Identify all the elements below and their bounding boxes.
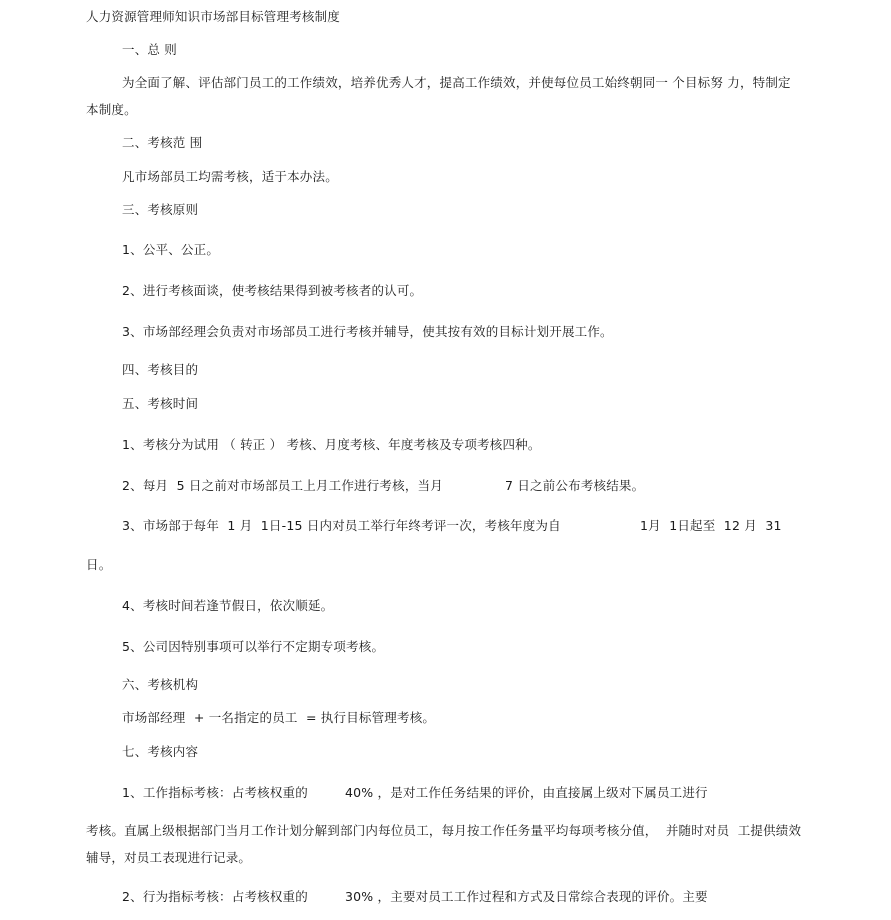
section-6-paragraph: 市场部经理 + 一名指定的员工 = 执行目标管理考核。 <box>122 710 436 725</box>
section-7-item-1-part-b: 40% ，是对工作任务结果的评价，由直接属上级对下属员工进行 <box>345 785 708 800</box>
section-1-paragraph: 为全面了解、评估部门员工的工作绩效，培养优秀人才，提高工作绩效，并使每位员工始终朝同一 个目标努 力，特制定 <box>122 75 791 90</box>
section-7-item-2-part-a: 2、行为指标考核：占考核权重的 <box>122 889 308 904</box>
section-5-item-3-cont: 日。 <box>86 557 112 572</box>
section-2-heading: 二、考核范 围 <box>122 135 203 150</box>
section-3-heading: 三、考核原则 <box>122 202 199 217</box>
section-5-item-3-part-b: 1月 1日起至 12 月 31 <box>640 518 782 533</box>
section-7-item-1-part-a: 1、工作指标考核：占考核权重的 <box>122 785 308 800</box>
section-7-item-2-part-b: 30% ，主要对员工工作过程和方式及日常综合表现的评价。主要 <box>345 889 708 904</box>
section-3-item-3: 3、市场部经理会负责对市场部员工进行考核并辅导，使其按有效的目标计划开展工作。 <box>122 324 613 339</box>
section-1-heading: 一、总 则 <box>122 42 177 57</box>
section-3-item-1: 1、公平、公正。 <box>122 242 220 257</box>
section-7-heading: 七、考核内容 <box>122 744 199 759</box>
section-4-heading: 四、考核目的 <box>122 362 199 377</box>
section-5-item-4: 4、考核时间若逢节假日，依次顺延。 <box>122 598 334 613</box>
section-5-item-2-part-b: 7 日之前公布考核结果。 <box>505 478 645 493</box>
section-7-item-1-cont-1: 考核。直属上级根据部门当月工作计划分解到部门内每位员工，每月按工作任务量平均每项考核分值， 并随时对员 工提供绩效 <box>86 823 802 838</box>
section-6-heading: 六、考核机构 <box>122 677 199 692</box>
section-5-item-3-part-a: 3、市场部于每年 1 月 1日-15 日内对员工举行年终考评一次，考核年度为自 <box>122 518 561 533</box>
section-5-heading: 五、考核时间 <box>122 396 199 411</box>
section-3-item-2: 2、进行考核面谈，使考核结果得到被考核者的认可。 <box>122 283 423 298</box>
section-2-paragraph: 凡市场部员工均需考核，适于本办法。 <box>122 169 338 184</box>
section-7-item-1-cont-2: 辅导，对员工表现进行记录。 <box>86 850 252 865</box>
section-5-item-1: 1、考核分为试用 （ 转正 ） 考核、月度考核、年度考核及专项考核四种。 <box>122 437 541 452</box>
document-title: 人力资源管理师知识市场部目标管理考核制度 <box>86 9 341 24</box>
section-1-paragraph-cont: 本制度。 <box>86 102 137 117</box>
section-5-item-2-part-a: 2、每月 5 日之前对市场部员工上月工作进行考核，当月 <box>122 478 443 493</box>
section-5-item-5: 5、公司因特别事项可以举行不定期专项考核。 <box>122 639 385 654</box>
